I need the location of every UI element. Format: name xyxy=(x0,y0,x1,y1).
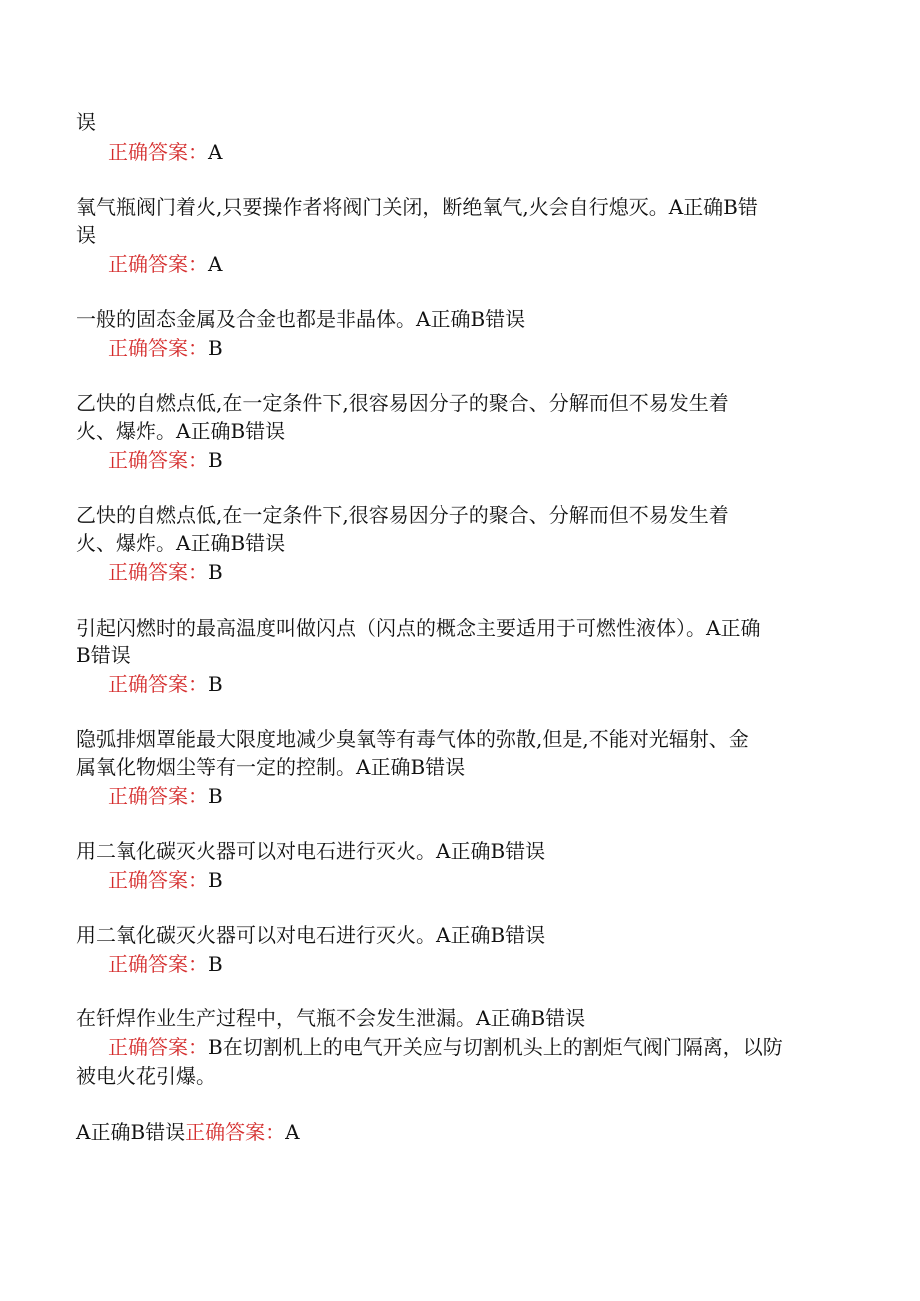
answer-value: A xyxy=(285,1120,300,1144)
question-text: 一般的固态金属及合金也都是非晶体。A正确B错误 xyxy=(76,307,526,331)
answer-value: B在切割机上的电气开关应与切割机头上的割炬气阀门隔离，以防 xyxy=(208,1035,783,1059)
question-text: A正确B错误 xyxy=(76,1120,186,1144)
question-text: 被电火花引爆。 xyxy=(76,1064,216,1088)
question-text: B错误 xyxy=(76,643,131,667)
answer-line xyxy=(108,670,223,698)
question-text: 误 xyxy=(76,110,96,134)
question-text: 隐弧排烟罩能最大限度地减少臭氧等有毒气体的弥散,但是,不能对光辐射、金 xyxy=(76,727,749,751)
question-text: 用二氧化碳灭火器可以对电石进行灭火。A正确B错误 xyxy=(76,923,546,947)
answer-value: B xyxy=(208,868,223,892)
answer-line xyxy=(108,250,222,278)
answer-label: 正确答案： xyxy=(185,1120,286,1144)
question-text: 乙快的自燃点低,在一定条件下,很容易因分子的聚合、分解而但不易发生着 xyxy=(76,503,729,527)
answer-label: 正确答案： xyxy=(108,140,208,164)
answer-line xyxy=(108,1033,783,1061)
question-text: 在钎焊作业生产过程中，气瓶不会发生泄漏。A正确B错误 xyxy=(76,1006,586,1030)
answer-value: B xyxy=(208,336,223,360)
answer-label: 正确答案： xyxy=(108,560,208,584)
question-text: 误 xyxy=(76,223,96,247)
answer-value: B xyxy=(208,560,223,584)
answer-label: 正确答案： xyxy=(108,868,208,892)
question-text: 乙快的自燃点低,在一定条件下,很容易因分子的聚合、分解而但不易发生着 xyxy=(76,391,729,415)
question-text: 引起闪燃时的最高温度叫做闪点（闪点的概念主要适用于可燃性液体）。A正确 xyxy=(76,616,761,640)
answer-value: A xyxy=(208,140,223,164)
question-text: 属氧化物烟尘等有一定的控制。A正确B错误 xyxy=(76,755,466,779)
question-text: 火、爆炸。A正确B错误 xyxy=(76,419,286,443)
answer-line xyxy=(76,1118,300,1146)
answer-line xyxy=(108,950,223,978)
answer-value: B xyxy=(208,952,223,976)
answer-line xyxy=(108,446,223,474)
question-text: 火、爆炸。A正确B错误 xyxy=(76,531,286,555)
answer-label: 正确答案： xyxy=(108,336,208,360)
question-text: 用二氧化碳灭火器可以对电石进行灭火。A正确B错误 xyxy=(76,839,546,863)
answer-label: 正确答案： xyxy=(108,952,208,976)
answer-label: 正确答案： xyxy=(108,784,208,808)
answer-value: A xyxy=(208,252,223,276)
answer-value: B xyxy=(208,784,223,808)
answer-label: 正确答案： xyxy=(108,252,208,276)
answer-value: B xyxy=(208,448,223,472)
answer-line xyxy=(108,866,223,894)
answer-label: 正确答案： xyxy=(108,448,208,472)
question-text: 氧气瓶阀门着火,只要操作者将阀门关闭，断绝氧气,火会自行熄灭。A正确B错 xyxy=(76,195,758,219)
answer-label: 正确答案： xyxy=(108,1035,208,1059)
answer-line xyxy=(108,558,223,586)
answer-line xyxy=(108,334,223,362)
answer-line xyxy=(108,138,222,166)
answer-value: B xyxy=(208,672,223,696)
answer-line xyxy=(108,782,223,810)
answer-label: 正确答案： xyxy=(108,672,208,696)
